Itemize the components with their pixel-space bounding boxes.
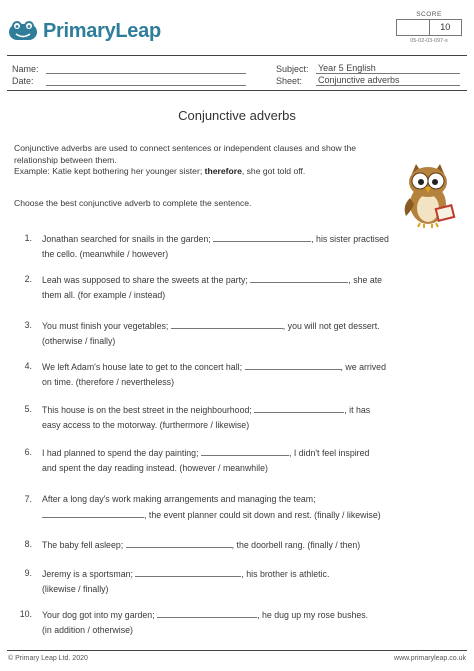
sheet-value: Conjunctive adverbs xyxy=(316,75,460,86)
question-number: 1. xyxy=(24,233,32,243)
question-text: , his brother is athletic. xyxy=(241,569,330,579)
intro-line-1: Conjunctive adverbs are used to connect sentences or independent clauses and show the xyxy=(14,143,357,153)
question-2 xyxy=(14,272,464,303)
question-text: I had planned to spend the day painting; xyxy=(42,448,201,458)
question-options: (in addition / otherwise) xyxy=(42,625,133,636)
question-text: , we arrived xyxy=(340,362,386,372)
question-number: 4. xyxy=(24,361,32,371)
question-options: (otherwise / finally) xyxy=(42,336,116,347)
worksheet-code: 05-02-03-097-s xyxy=(410,38,448,44)
intro-example xyxy=(14,166,462,178)
answer-blank[interactable] xyxy=(250,272,348,283)
score-max: 10 xyxy=(429,20,462,35)
intro-line-2: relationship between them. xyxy=(14,154,117,165)
question-options: easy access to the motorway. (furthermore / likewise) xyxy=(42,420,250,431)
score-label: SCORE xyxy=(416,11,442,18)
question-1 xyxy=(14,231,464,262)
answer-blank[interactable] xyxy=(157,607,257,618)
frog-icon xyxy=(8,20,38,42)
answer-blank[interactable] xyxy=(201,445,289,456)
score-entry-cell[interactable] xyxy=(397,20,429,35)
question-options: (likewise / finally) xyxy=(42,584,109,595)
date-label: Date: xyxy=(12,76,34,86)
answer-blank[interactable] xyxy=(135,566,241,577)
question-text: , I didn't feel inspired xyxy=(288,448,370,458)
question-10 xyxy=(14,607,464,638)
question-text: We left Adam's house late to get to the concert hall; xyxy=(42,362,245,372)
question-text: Leah was supposed to share the sweets at the party; xyxy=(42,275,251,285)
page-title: Conjunctive adverbs xyxy=(178,108,296,123)
instruction-text: Choose the best conjunctive adverb to complete the sentence. xyxy=(14,198,252,208)
answer-blank[interactable] xyxy=(213,231,311,242)
answer-blank[interactable] xyxy=(254,402,344,413)
question-text: , it has xyxy=(344,405,371,415)
subject-value: Year 5 English xyxy=(316,63,460,74)
question-7 xyxy=(14,492,464,523)
owl-illustration xyxy=(398,160,460,228)
name-label: Name: xyxy=(12,64,39,74)
question-text: , the doorbell rang. (finally / then) xyxy=(231,540,361,550)
sheet-row xyxy=(276,75,460,86)
question-text: The baby fell asleep; xyxy=(42,540,126,550)
copyright-text: © Primary Leap Ltd. 2020 xyxy=(8,655,88,662)
answer-blank[interactable] xyxy=(245,359,341,370)
sheet-label: Sheet: xyxy=(276,76,303,86)
question-text: After a long day's work making arrangements and managing the team; xyxy=(42,494,316,504)
question-text: , he dug up my rose bushes. xyxy=(257,610,369,620)
answer-blank[interactable] xyxy=(171,318,283,329)
subject-row xyxy=(276,63,460,74)
question-9 xyxy=(14,566,464,597)
header-rule-bottom xyxy=(7,90,467,91)
score-cells xyxy=(396,19,462,36)
primaryleap-logo xyxy=(8,20,161,42)
question-number: 6. xyxy=(24,447,32,457)
question-text: You must finish your vegetables; xyxy=(42,321,171,331)
question-text: Jeremy is a sportsman; xyxy=(42,569,136,579)
question-6 xyxy=(14,445,464,476)
question-4 xyxy=(14,359,464,390)
name-field[interactable] xyxy=(46,63,246,74)
logo-text: PrimaryLeap xyxy=(43,20,161,42)
question-text: , his sister practised xyxy=(311,234,389,244)
answer-blank[interactable] xyxy=(42,507,144,518)
question-options: on time. (therefore / nevertheless) xyxy=(42,377,175,388)
question-8 xyxy=(14,537,464,553)
question-number: 8. xyxy=(24,539,32,549)
question-number: 7. xyxy=(24,494,32,504)
question-options: and spent the day reading instead. (however / meanwhile) xyxy=(42,463,268,474)
question-text: , she ate xyxy=(348,275,383,285)
subject-label: Subject: xyxy=(276,64,309,74)
intro-text xyxy=(14,143,462,178)
question-text: This house is on the best street in the neighbourhood; xyxy=(42,405,255,415)
question-text: , the event planner could sit down and rest. (finally / likewise) xyxy=(144,510,381,521)
question-text: Your dog got into my garden; xyxy=(42,610,158,620)
name-row xyxy=(12,63,246,74)
question-number: 5. xyxy=(24,404,32,414)
example-text: Example: Katie kept bothering her younger sister; xyxy=(14,166,205,177)
question-number: 2. xyxy=(24,274,32,284)
header-rule-top xyxy=(7,55,467,56)
question-3 xyxy=(14,318,464,349)
website-link[interactable]: www.primaryleap.co.uk xyxy=(394,655,466,662)
date-row xyxy=(12,75,246,86)
example-text-end: , she got told off. xyxy=(241,166,306,177)
question-number: 10. xyxy=(19,609,32,619)
question-text: Jonathan searched for snails in the garden; xyxy=(42,234,214,244)
question-text: , you will not get dessert. xyxy=(282,321,380,331)
question-number: 3. xyxy=(24,320,32,330)
example-bold-word: therefore xyxy=(204,166,242,177)
question-options: them all. (for example / instead) xyxy=(42,290,166,301)
footer-rule xyxy=(7,650,467,651)
answer-blank[interactable] xyxy=(126,537,232,548)
question-5 xyxy=(14,402,464,433)
score-box xyxy=(396,11,462,44)
question-options: the cello. (meanwhile / however) xyxy=(42,249,169,260)
date-field[interactable] xyxy=(46,75,246,86)
question-number: 9. xyxy=(24,568,32,578)
